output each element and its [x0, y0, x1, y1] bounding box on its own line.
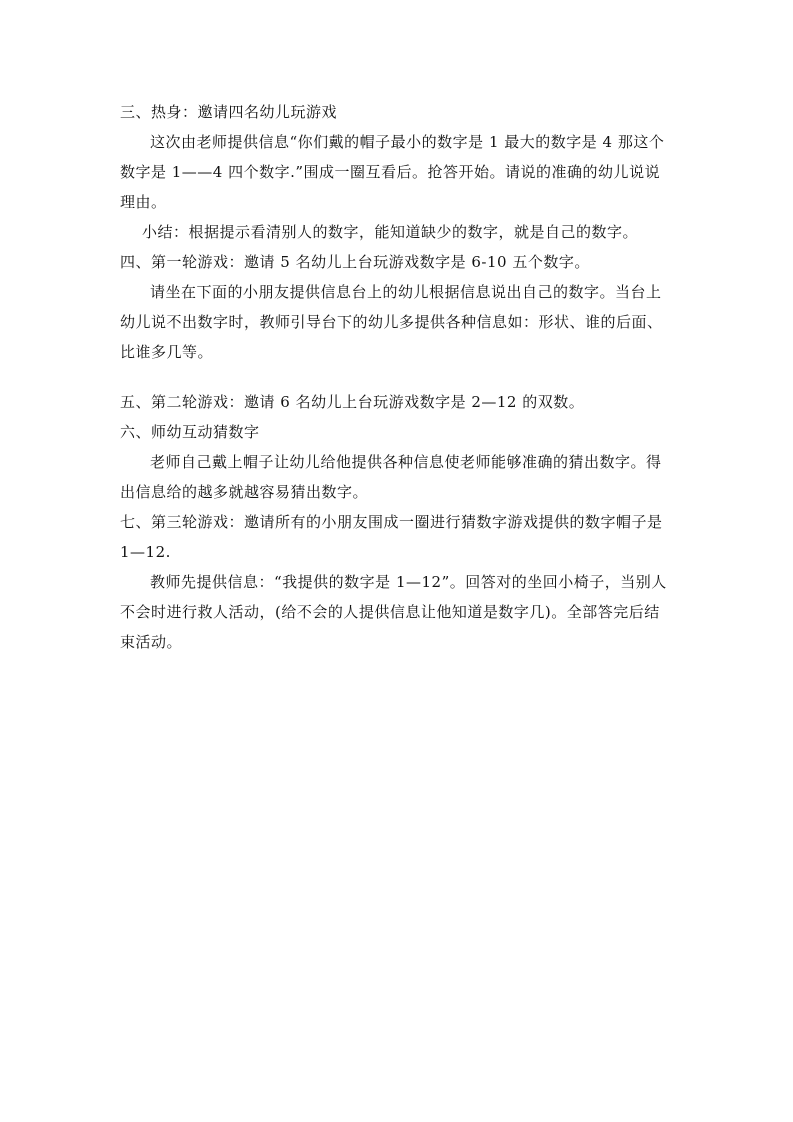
summary-paragraph: [120, 217, 676, 247]
paragraph: [120, 567, 676, 657]
paragraph-line: 这次由老师提供信息“你们戴的帽子最小的数字是 1 最大的数字是 4 那这个: [150, 133, 665, 151]
paragraph-line: 小结：根据提示看清别人的数字，能知道缺少的数字，就是自己的数字。: [142, 223, 639, 241]
section-heading-round-three: 七、第三轮游戏：邀请所有的小朋友围成一圈进行猜数字游戏提供的数字帽子是: [120, 513, 663, 531]
paragraph-line: 束活动。: [120, 633, 183, 651]
section-heading-round-one: 四、第一轮游戏：邀请 5 名幼儿上台玩游戏数字是 6-10 五个数字。: [120, 253, 590, 271]
paragraph-line: 请坐在下面的小朋友提供信息台上的幼儿根据信息说出自己的数字。当台上: [150, 283, 662, 301]
paragraph-line: 数字是 1——4 四个数字.”围成一圈互看后。抢答开始。请说的准确的幼儿说说: [120, 163, 661, 181]
paragraph-line: 理由。: [120, 193, 167, 211]
paragraph: [120, 447, 676, 507]
document-body: [120, 97, 676, 657]
paragraph-line: 老师自己戴上帽子让幼儿给他提供各种信息使老师能够准确的猜出数字。得: [150, 453, 662, 471]
paragraph-line: 教师先提供信息：“我提供的数字是 1—12”。回答对的坐回小椅子，当别人: [150, 573, 667, 591]
paragraph-line: 幼儿说不出数字时，教师引导台下的幼儿多提供各种信息如：形状、谁的后面、: [120, 313, 663, 331]
section-heading-round-two: 五、第二轮游戏：邀请 6 名幼儿上台玩游戏数字是 2—12 的双数。: [120, 393, 585, 411]
paragraph-line: 不会时进行救人活动，(给不会的人提供信息让他知道是数字几)。全部答完后结: [120, 603, 660, 621]
section-heading-warmup: 三、热身：邀请四名幼儿玩游戏: [120, 103, 338, 121]
blank-line: [120, 367, 676, 387]
paragraph: [120, 127, 676, 217]
section-heading-interaction: 六、师幼互动猜数字: [120, 423, 260, 441]
paragraph-line: 比谁多几等。: [120, 343, 214, 361]
section-heading-round-three-cont: 1—12.: [120, 543, 171, 561]
paragraph-line: 出信息给的越多就越容易猜出数字。: [120, 483, 369, 501]
paragraph: [120, 277, 676, 367]
